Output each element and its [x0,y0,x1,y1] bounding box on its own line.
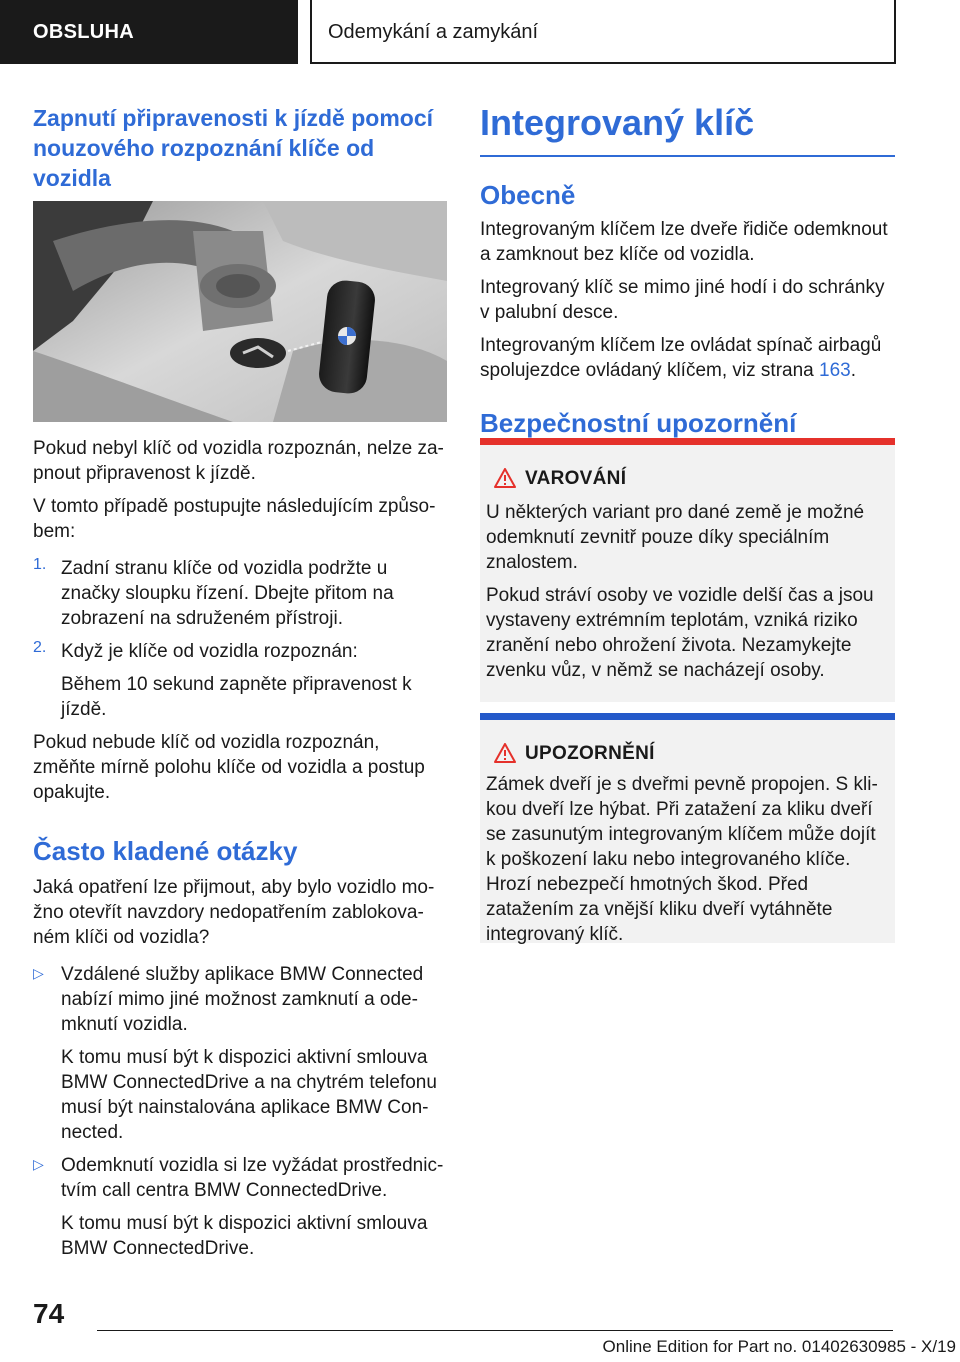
paragraph: Integrovaný klíč se mimo jiné hodí i do schránky v palubní desce. [480,277,885,323]
faq-item-text: Odemknutí vozidla si lze vyžádat prostřednictvím call centra BMW ConnectedDrive. [61,1155,444,1201]
step-subtext: Během 10 sekund zapněte připravenost k jízdě. [61,674,412,720]
faq-heading: Často kladené otázky [33,836,298,866]
section-heading-emergency: Zapnutí připravenosti k jízdě pomocí nouzového rozpoznání klíče od vozidla [33,105,433,191]
page-number: 74 [33,1298,65,1329]
notice-box [480,713,895,943]
step-number: 2. [33,639,47,656]
list-item [33,962,447,1145]
chapter-tab: Odemykání a zamykání [310,0,896,64]
step-number: 1. [33,556,47,573]
warning-text: U některých variant pro dané země je možné odemknutí zevnitř pouze díky speciálním znalostem. [486,502,865,573]
key-near-steering-column-image [33,201,447,422]
step-text: Když je klíče od vozidla rozpoznán: [61,641,358,662]
warning-title: VAROVÁNÍ [525,468,627,489]
faq-item-text: Vzdálené služby aplikace BMW Connected nabízí mimo jiné možnost zamknutí a odemknutí vozidla. [61,964,424,1035]
page-title: Integrovaný klíč [480,102,755,143]
footer-edition: Online Edition for Part no. 01402630985 - X/19 [602,1337,956,1356]
list-item [33,556,447,631]
warning-triangle-icon [494,468,516,488]
paragraph: Pokud nebyl klíč od vozidla rozpoznán, nelze zapnout připravenost k jízdě. [33,438,444,484]
faq-question: Jaká opatření lze přijmout, aby bylo vozidlo možno otevřít navzdory nedopatřením zablokovaném klíči od vozidla? [33,877,435,948]
page-reference-link[interactable]: 163 [819,360,851,381]
page-header [0,0,960,64]
list-item [33,639,447,722]
notice-text: Zámek dveří je s dveřmi pevně propojen. S klikou dveří lze hýbat. Při zatažení za kliku dveří se zasunutým integrovaným klíčem může dojít k poškození laku nebo integrovaného klíče. Hrozí nebezpečí hmotných škod. Před zatažením za vnější kliku dveří vytáhněte integrovaný klíč. [486,774,878,945]
notice-bar [480,713,895,720]
left-column-body [33,436,447,1261]
right-column [480,101,895,439]
faq-list [33,962,447,1261]
paragraph: Integrovaným klíčem lze dveře řidiče odemknout a zamknout bez klíče od vozidla. [480,219,888,265]
notice-title: UPOZORNĚNÍ [525,743,655,764]
safety-heading: Bezpečnostní upozornění [480,408,797,438]
list-item [33,1153,447,1261]
notice-triangle-icon [494,743,516,763]
key-illustration [33,201,447,422]
warning-bar [480,438,895,445]
triangle-bullet-icon: ▷ [33,965,44,981]
section-tab: OBSLUHA [0,0,298,64]
step-list [33,556,447,722]
paragraph: Pokud nebude klíč od vozidla rozpoznán, změňte mírně polohu klíče od vozidla a postup opakujte. [33,732,425,803]
warning-text: Pokud stráví osoby ve vozidle delší čas a jsou vystaveny extrémním teplotám, vzniká riziko zranění nebo ohrožení života. Nezamykejte zvenku vůz, v němž se nacházejí osoby. [486,585,874,681]
paragraph: Integrovaným klíčem lze ovládat spínač airbagů spolujezdce ovládaný klíčem, viz strana 163. [480,335,882,381]
general-heading: Obecně [480,180,576,210]
paragraph: V tomto případě postupujte následujícím způsobem: [33,496,436,542]
faq-item-subtext: K tomu musí být k dispozici aktivní smlouva BMW ConnectedDrive. [61,1213,428,1259]
warning-box [480,438,895,702]
triangle-bullet-icon: ▷ [33,1156,44,1172]
footer-rule [97,1330,893,1331]
step-text: Zadní stranu klíče od vozidla podržte u značky sloupku řízení. Dbejte přitom na zobrazení na sdruženém přístroji. [61,558,394,629]
faq-item-subtext: K tomu musí být k dispozici aktivní smlouva BMW ConnectedDrive a na chytrém telefonu musí být nainstalována aplikace BMW Connected. [61,1047,437,1143]
title-rule [480,155,895,157]
